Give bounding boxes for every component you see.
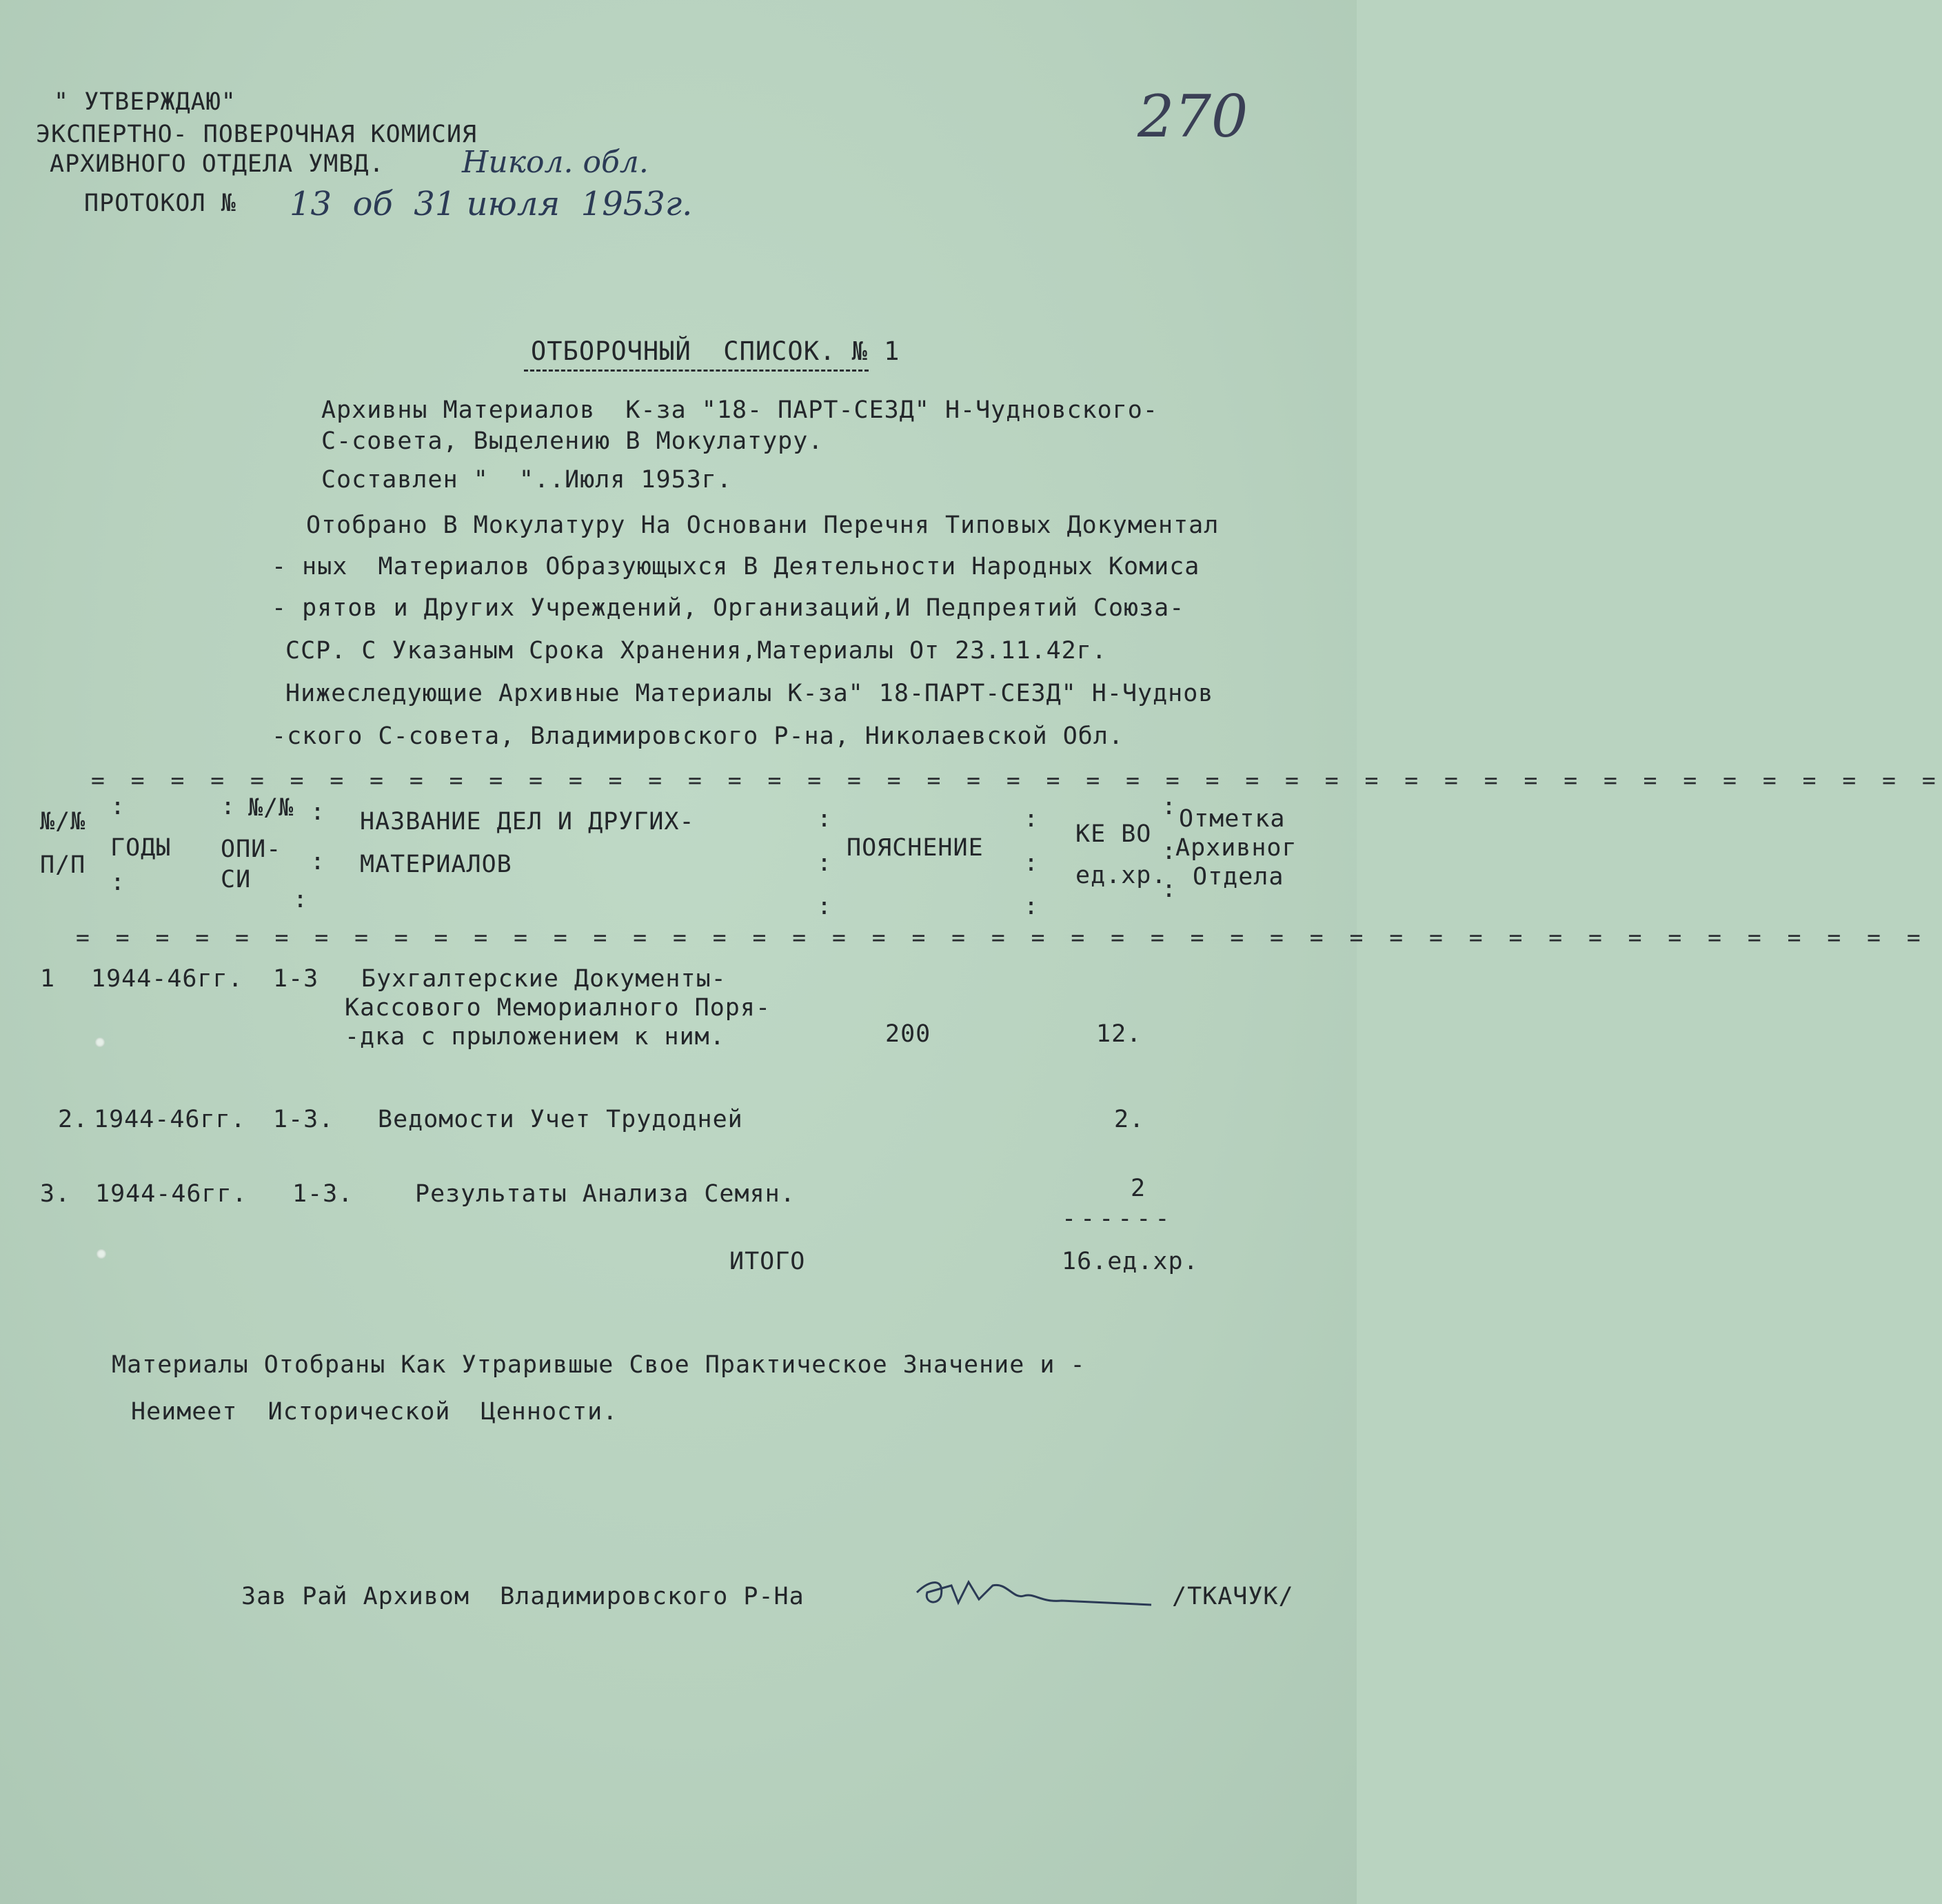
body-line: Нижеследующие Архивные Материалы К-за" 18-ПАРТ-СЕЗД" Н-Чуднов: [285, 680, 1214, 707]
column-divider: :: [1024, 805, 1039, 833]
header-years: ГОДЫ: [110, 834, 172, 862]
row-1-inventory: 1-3: [273, 965, 319, 993]
column-divider: :: [221, 793, 236, 820]
header-inventory: №/№: [248, 794, 294, 822]
column-divider: :: [1024, 849, 1039, 877]
body-line: - ных Материалов Образующыхся В Деятельности Народных Комиса: [272, 553, 1200, 580]
row-3-inventory: 1-3.: [292, 1180, 354, 1208]
total-dashes: ------: [1062, 1205, 1174, 1233]
column-divider: :: [1024, 893, 1039, 920]
header-num: П/П: [40, 851, 86, 879]
row-3-num: 3.: [40, 1180, 71, 1208]
row-1-years: 1944-46гг.: [91, 965, 243, 993]
header-mark: Отдела: [1193, 863, 1284, 891]
column-divider: :: [110, 793, 125, 820]
signature-name: /ТКАЧУК/: [1172, 1583, 1294, 1610]
signature-position: Зав Рай Архивом Владимировского Р-На: [241, 1583, 805, 1610]
column-divider: :: [1162, 838, 1177, 865]
row-1-name: Кассового Мемориалного Поря-: [345, 994, 771, 1022]
body-line: Отобрано В Мокулатуру На Основани Перечня Типовых Документал: [306, 512, 1220, 539]
total-value: 16.ед.хр.: [1062, 1248, 1199, 1275]
header-name: МАТЕРИАЛОВ: [360, 851, 512, 878]
row-2-inventory: 1-3.: [273, 1106, 334, 1133]
row-2-num: 2.: [58, 1106, 89, 1133]
approval-line-1: " УТВЕРЖДАЮ": [54, 88, 236, 116]
body-line: - рятов и Других Учреждений, Организаций,И Педпреятий Союза-: [272, 594, 1185, 622]
approval-line-4: ПРОТОКОЛ №: [84, 190, 236, 217]
header-inventory: СИ: [221, 866, 252, 893]
title-underline: [524, 369, 869, 372]
body-line: ССР. С Указаным Срока Хранения,Материалы От 23.11.42г.: [285, 637, 1107, 665]
row-1-note: 200: [885, 1020, 931, 1048]
protocol-number-handwritten: 13 об 31 июля 1953г.: [290, 185, 693, 223]
column-divider: :: [817, 849, 832, 877]
header-mark: Архивног: [1175, 834, 1297, 862]
column-divider: :: [310, 848, 325, 875]
column-divider: :: [817, 893, 832, 920]
table-separator-header: = = = = = = = = = = = = = = = = = = = = = = = = = = = = = = = = = = = = = = = = = = = = = = =: [76, 924, 1927, 951]
intro-line: Архивны Материалов К-за "18- ПАРТ-СЕЗД" Н-Чудновского-: [321, 396, 1158, 424]
row-1-count: 12.: [1096, 1020, 1142, 1048]
header-count: КЕ ВО: [1075, 820, 1152, 848]
handwritten-signature: [903, 1565, 1165, 1620]
column-divider: :: [310, 798, 325, 826]
approval-line-2: ЭКСПЕРТНО- ПОВЕРОЧНАЯ КОМИСИЯ: [36, 121, 478, 148]
row-3-name: Результаты Анализа Семян.: [415, 1180, 796, 1208]
header-inventory: ОПИ-: [221, 835, 282, 863]
column-divider: :: [1162, 793, 1177, 820]
row-2-years: 1944-46гг.: [94, 1106, 246, 1133]
total-label: ИТОГО: [729, 1248, 806, 1275]
row-3-count: 2: [1131, 1175, 1146, 1202]
document-title: ОТБОРОЧНЫЙ СПИСОК. № 1: [531, 336, 900, 366]
header-num: №/№: [40, 808, 86, 835]
row-2-name: Ведомости Учет Трудодней: [378, 1106, 743, 1133]
header-mark: Отметка: [1179, 805, 1286, 833]
row-3-years: 1944-46гг.: [95, 1180, 247, 1208]
punch-hole: [97, 1249, 106, 1259]
table-separator-top: = = = = = = = = = = = = = = = = = = = = = = = = = = = = = = = = = = = = = = = = = = = = = = =: [91, 767, 1942, 793]
header-count: ед.хр.: [1075, 862, 1167, 889]
intro-line: С-совета, Выделению В Мокулатуру.: [321, 427, 824, 455]
header-note: ПОЯСНЕНИЕ: [847, 834, 984, 862]
intro-line: Составлен " "..Июля 1953г.: [321, 466, 732, 494]
page-number: 270: [1137, 83, 1248, 150]
row-1-name: -дка с прыложением к ним.: [345, 1023, 725, 1051]
column-divider: :: [817, 805, 832, 833]
conclusion-line: Неимеет Исторической Ценности.: [131, 1398, 618, 1426]
punch-hole: [95, 1037, 105, 1047]
row-1-name: Бухгалтерские Документы-: [361, 965, 727, 993]
column-divider: :: [1162, 875, 1177, 903]
approval-line-3: АРХИВНОГО ОТДЕЛА УМВД.: [50, 150, 385, 178]
header-name: НАЗВАНИЕ ДЕЛ И ДРУГИХ-: [360, 808, 695, 835]
row-1-num: 1: [40, 965, 56, 993]
approval-region-handwritten: Никол. обл.: [462, 145, 649, 180]
conclusion-line: Материалы Отобраны Как Утрарившые Свое Практическое Значение и -: [112, 1351, 1086, 1379]
column-divider: :: [293, 886, 308, 913]
body-line: -ского С-совета, Владимировского Р-на, Николаевской Обл.: [272, 722, 1124, 750]
column-divider: :: [110, 869, 125, 896]
row-2-count: 2.: [1114, 1106, 1145, 1133]
